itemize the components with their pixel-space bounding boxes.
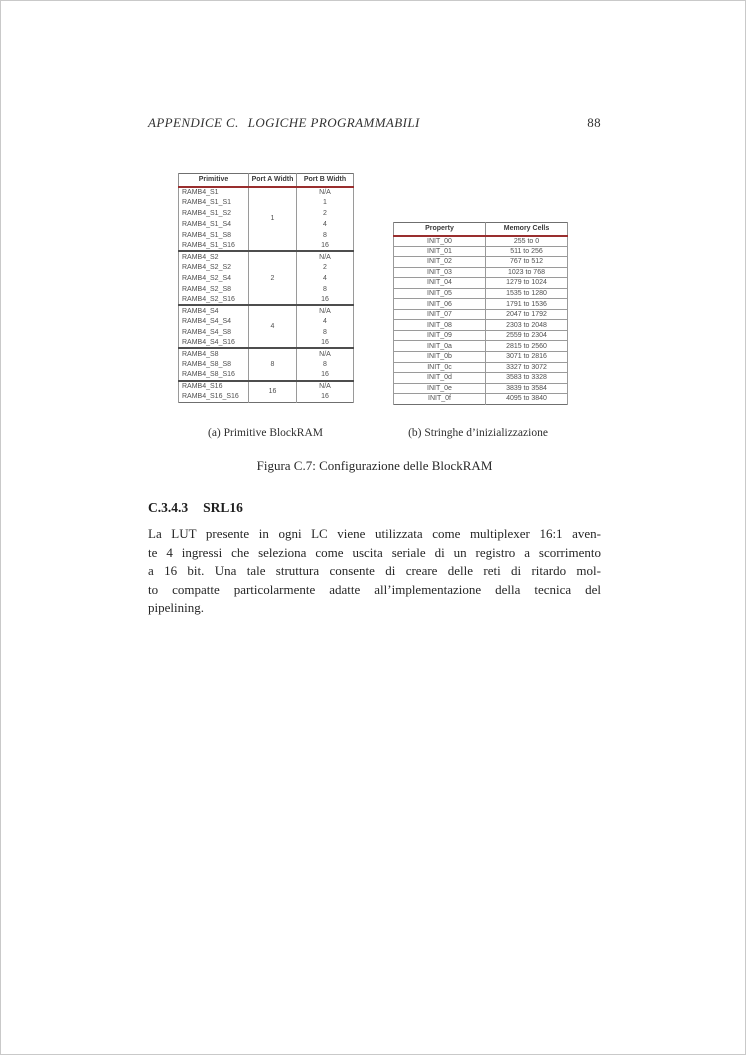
port-b-width-cell: N/A [297,381,354,392]
subcaption-b: (b) Stringhe d’inizializzazione [408,427,548,439]
property-cell: INIT_01 [394,246,486,257]
property-cell: INIT_0a [394,341,486,352]
page-number: 88 [587,115,601,130]
memory-cells-cell: 3071 to 2816 [486,352,568,363]
table-row [179,187,354,198]
table-row [394,341,568,352]
memory-cells-cell: 2047 to 1792 [486,309,568,320]
property-cell: INIT_0c [394,362,486,373]
property-cell: INIT_0b [394,352,486,363]
primitive-cell: RAMB4_S8_S16 [179,370,249,381]
body-paragraph [148,525,601,618]
port-b-width-cell: 16 [297,370,354,381]
column-header-property: Property [394,223,486,236]
memory-cells-cell: 2815 to 2560 [486,341,568,352]
port-b-width-cell: 8 [297,327,354,338]
paragraph-line: to compatte particolarmente adatte all’implementazione della tecnica del [148,581,601,597]
property-cell: INIT_0e [394,383,486,394]
port-b-width-cell: N/A [297,305,354,316]
primitive-cell: RAMB4_S4_S8 [179,327,249,338]
table-header-row [394,223,568,236]
table-row [394,257,568,268]
section-heading [148,500,243,516]
port-a-width-cell: 4 [249,305,297,348]
property-cell: INIT_06 [394,299,486,310]
port-b-width-cell: 2 [297,262,354,273]
memory-cells-cell: 255 to 0 [486,236,568,247]
primitive-cell: RAMB4_S2 [179,251,249,262]
port-b-width-cell: 16 [297,338,354,349]
port-b-width-cell: N/A [297,187,354,198]
port-b-width-cell: N/A [297,348,354,359]
port-b-width-cell: 16 [297,294,354,305]
table-row [394,352,568,363]
figure-caption: Figura C.7: Configurazione delle BlockRAM [256,458,493,473]
primitive-cell: RAMB4_S1_S1 [179,197,249,208]
table-row [394,330,568,341]
property-cell: INIT_05 [394,288,486,299]
memory-cells-cell: 767 to 512 [486,257,568,268]
property-cell: INIT_08 [394,320,486,331]
primitive-cell: RAMB4_S4 [179,305,249,316]
table-row [394,236,568,247]
port-b-width-cell: 4 [297,219,354,230]
primitives-table [178,173,354,403]
init-strings-table [393,222,568,405]
port-b-width-cell: 4 [297,273,354,284]
memory-cells-cell: 3583 to 3328 [486,373,568,384]
primitive-cell: RAMB4_S16 [179,381,249,392]
port-b-width-cell: N/A [297,251,354,262]
port-a-width-cell: 8 [249,348,297,380]
running-header-title [148,115,420,131]
primitive-cell: RAMB4_S16_S16 [179,392,249,403]
port-b-width-cell: 8 [297,230,354,241]
port-b-width-cell: 16 [297,240,354,251]
memory-cells-cell: 3839 to 3584 [486,383,568,394]
table-row [394,278,568,289]
port-a-width-cell: 16 [249,381,297,403]
table-row [179,348,354,359]
primitive-cell: RAMB4_S2_S8 [179,284,249,295]
appendix-label: APPENDICE C. [148,115,239,130]
table-row [394,383,568,394]
table-row [394,267,568,278]
table-row [179,251,354,262]
port-b-width-cell: 8 [297,284,354,295]
property-cell: INIT_09 [394,330,486,341]
table-row [179,305,354,316]
primitive-cell: RAMB4_S2_S4 [179,273,249,284]
table-row [394,362,568,373]
paragraph-line: La LUT presente in ogni LC viene utilizzata come multiplexer 16:1 aven- [148,526,601,541]
primitive-cell: RAMB4_S1_S8 [179,230,249,241]
table-row [394,309,568,320]
primitive-cell: RAMB4_S2_S16 [179,294,249,305]
port-b-width-cell: 2 [297,208,354,219]
property-cell: INIT_07 [394,309,486,320]
property-cell: INIT_03 [394,267,486,278]
paragraph-line: a 16 bit. Una tale struttura consente di creare delle reti di ritardo mol- [148,563,601,578]
memory-cells-cell: 1535 to 1280 [486,288,568,299]
memory-cells-cell: 1279 to 1024 [486,278,568,289]
section-number: C.3.4.3 [148,500,189,515]
property-cell: INIT_0f [394,394,486,405]
primitive-cell: RAMB4_S1 [179,187,249,198]
property-cell: INIT_04 [394,278,486,289]
primitive-cell: RAMB4_S4_S4 [179,316,249,327]
primitive-cell: RAMB4_S1_S16 [179,240,249,251]
table-row [394,320,568,331]
appendix-title: LOGICHE PROGRAMMABILI [247,115,420,130]
running-header [148,115,601,131]
primitive-cell: RAMB4_S8 [179,348,249,359]
memory-cells-cell: 1023 to 768 [486,267,568,278]
memory-cells-cell: 511 to 256 [486,246,568,257]
paragraph-line: pipelining. [148,600,204,615]
table-row [394,394,568,405]
table-row [394,288,568,299]
primitive-cell: RAMB4_S1_S4 [179,219,249,230]
property-cell: INIT_0d [394,373,486,384]
paragraph-line: te 4 ingressi che seleziona come uscita seriale di un registro a scorrimento [148,544,601,560]
memory-cells-cell: 4095 to 3840 [486,394,568,405]
memory-cells-cell: 2303 to 2048 [486,320,568,331]
column-header-port-a-width: Port A Width [249,174,297,187]
property-cell: INIT_02 [394,257,486,268]
column-header-primitive: Primitive [179,174,249,187]
column-header-memory-cells: Memory Cells [486,223,568,236]
table-row [394,299,568,310]
port-a-width-cell: 1 [249,187,297,252]
memory-cells-cell: 3327 to 3072 [486,362,568,373]
primitive-cell: RAMB4_S1_S2 [179,208,249,219]
table-row [394,373,568,384]
memory-cells-cell: 1791 to 1536 [486,299,568,310]
table-row [394,246,568,257]
section-title: SRL16 [203,500,243,515]
primitive-cell: RAMB4_S2_S2 [179,262,249,273]
port-a-width-cell: 2 [249,251,297,305]
table-header-row [179,174,354,187]
subcaption-a: (a) Primitive BlockRAM [208,427,323,439]
primitive-cell: RAMB4_S8_S8 [179,359,249,370]
memory-cells-cell: 2559 to 2304 [486,330,568,341]
property-cell: INIT_00 [394,236,486,247]
column-header-port-b-width: Port B Width [297,174,354,187]
port-b-width-cell: 8 [297,359,354,370]
table-row [179,381,354,392]
port-b-width-cell: 16 [297,392,354,403]
primitive-cell: RAMB4_S4_S16 [179,338,249,349]
port-b-width-cell: 1 [297,197,354,208]
port-b-width-cell: 4 [297,316,354,327]
